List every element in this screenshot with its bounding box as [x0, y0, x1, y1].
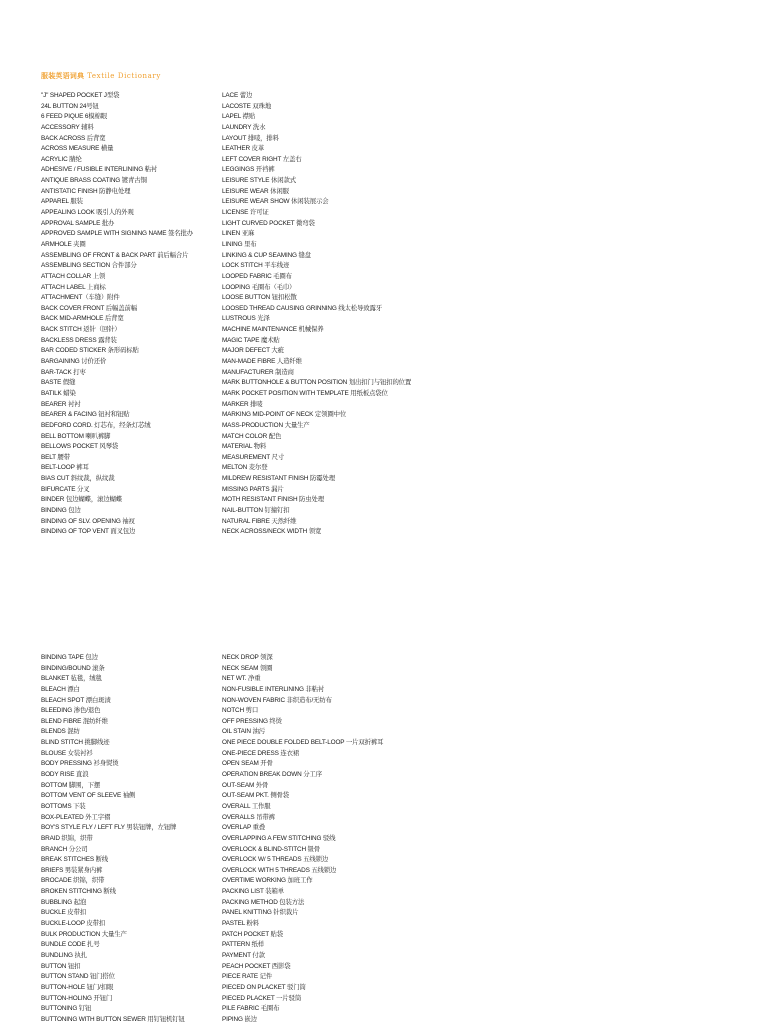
glossary-entry: BOTTOM VENT OF SLEEVE 袖侧	[41, 792, 136, 800]
glossary-entry: BUTTONING 钉钮	[41, 1005, 92, 1013]
glossary-entry: BROKEN STITCHING 断线	[41, 888, 116, 896]
glossary-entry: BELL BOTTOM 喇叭裤脚	[41, 432, 111, 440]
glossary-entry: BLEND FIBRE 混纺纤维	[41, 717, 108, 725]
glossary-entry: ANTISTATIC FINISH 防静电处理	[41, 187, 131, 195]
glossary-entry: NATURAL FIBRE 天然纤维	[222, 517, 297, 525]
glossary-entry: BUTTON STAND 钮门搭位	[41, 973, 115, 981]
glossary-entry: BACK MID-ARMHOLE 后背宽	[41, 315, 124, 323]
glossary-entry: BOX-PLEATED 外工字褶	[41, 813, 111, 821]
glossary-entry: PASTEL 粉料	[222, 920, 260, 928]
glossary-entry: LEISURE STYLE 休闲款式	[222, 177, 297, 185]
glossary-entry: PIECE RATE 记件	[222, 973, 273, 981]
glossary-entry: PATCH POCKET 贴袋	[222, 930, 283, 938]
glossary-entry: MARK POCKET POSITION WITH TEMPLATE 用纸板点袋位	[222, 389, 388, 397]
glossary-entry: OPEN SEAM 开骨	[222, 760, 273, 768]
glossary-entry: MARKER 排唛	[222, 400, 263, 408]
glossary-entry: LEATHER 皮革	[222, 145, 265, 153]
glossary-entry: LEISURE WEAR 休闲服	[222, 187, 289, 195]
glossary-entry: BUTTON 钮扣	[41, 962, 81, 970]
page-title-english: Textile Dictionary	[87, 72, 161, 80]
glossary-entry: BEARER & FACING 钮衬和钮贴	[41, 411, 130, 419]
glossary-entry: MILDREW RESISTANT FINISH 防霉处理	[222, 475, 335, 483]
glossary-entry: BLEEDING 渗色/退色	[41, 707, 101, 715]
glossary-entry: MISSING PARTS 漏片	[222, 485, 284, 493]
glossary-entry: BATILK 蜡染	[41, 389, 76, 397]
glossary-entry: PIECED PLACKET 一片驳筒	[222, 994, 302, 1002]
page-title-chinese: 服装英语词典	[41, 73, 85, 80]
glossary-entry: APPROVED SAMPLE WITH SIGNING NAME 签名批办	[41, 230, 193, 238]
glossary-entry: MAGIC TAPE 魔术贴	[222, 336, 280, 344]
glossary-entry: NET WT. 净重	[222, 675, 261, 683]
glossary-entry: BUTTON-HOLING 开钮门	[41, 994, 113, 1002]
glossary-entry: LINING 里布	[222, 240, 257, 248]
glossary-entry: BULK PRODUCTION 大量生产	[41, 930, 127, 938]
glossary-entry: BOY'S STYLE FLY / LEFT FLY 男装钮牌，左钮牌	[41, 824, 177, 832]
glossary-entry: OIL STAIN 油污	[222, 728, 265, 736]
glossary-entry: ANTIQUE BRASS COATING 镀青古铜	[41, 177, 147, 185]
glossary-entry: PIECED ON PLACKET 驳门筒	[222, 983, 306, 991]
glossary-entry: LOOPING 毛圈布（毛巾）	[222, 283, 296, 291]
glossary-entry: BUBBLING 起泡	[41, 898, 87, 906]
glossary-entry: ASSEMBLING OF FRONT & BACK PART 前后幅合片	[41, 251, 189, 259]
glossary-block1-right-column	[222, 91, 412, 538]
glossary-entry: PEACH POCKET 西影袋	[222, 962, 291, 970]
glossary-entry: BREAK STITCHES 断线	[41, 856, 109, 864]
glossary-entry: BRAID 织锦，织带	[41, 834, 93, 842]
glossary-entry: BELT-LOOP 裤耳	[41, 464, 89, 472]
glossary-entry: LINEN 亚麻	[222, 230, 255, 238]
glossary-entry: BINDING OF TOP VENT 面叉包边	[41, 528, 136, 536]
glossary-entry: BLEACH 漂白	[41, 685, 80, 693]
glossary-entry: BARGAINING 讨价还价	[41, 358, 107, 366]
glossary-entry: NON-FUSIBLE INTERLINING 非粘衬	[222, 685, 325, 693]
glossary-entry: NON-WOVEN FABRIC 非织造布/无纺布	[222, 696, 332, 704]
glossary-entry: LOOSE BUTTON 钮扣松散	[222, 294, 297, 302]
glossary-entry: PAYMENT 付款	[222, 951, 265, 959]
glossary-entry: BLENDS 混纺	[41, 728, 80, 736]
glossary-entry: BOTTOM 脚围，下摆	[41, 781, 101, 789]
glossary-entry: BUNDLE CODE 扎号	[41, 941, 100, 949]
glossary-entry: BLANKET 毡毯，绒毯	[41, 675, 102, 683]
glossary-entry: MATCH COLOR 配色	[222, 432, 282, 440]
glossary-entry: LIGHT CURVED POCKET 微弯袋	[222, 219, 315, 227]
glossary-entry: MASS-PRODUCTION 大量生产	[222, 421, 310, 429]
glossary-block2-right-column	[222, 653, 412, 1025]
glossary-entry: LEFT COVER RIGHT 左盖右	[222, 155, 302, 163]
glossary-entry: MANUFACTURER 制造商	[222, 368, 294, 376]
glossary-entry: LINKING & CUP SEAMING 缝盘	[222, 251, 311, 259]
glossary-entry: 24L BUTTON 24号钮	[41, 102, 99, 110]
glossary-entry: PANEL KNITTING 针织裁片	[222, 909, 299, 917]
glossary-entry: BELT 腰带	[41, 453, 70, 461]
glossary-entry: ACROSS MEASURE 横量	[41, 145, 114, 153]
glossary-entry: MELTON 麦尔登	[222, 464, 268, 472]
glossary-entry: BACK COVER FRONT 后幅盖前幅	[41, 304, 138, 312]
glossary-entry: LACE 蕾边	[222, 92, 253, 99]
glossary-entry: PIPING 嵌边	[222, 1015, 257, 1023]
glossary-entry: BACKLESS DRESS 露背装	[41, 336, 117, 344]
glossary-entry: OVERLOCK & BLIND-STITCH 钑骨	[222, 845, 321, 853]
glossary-entry: MACHINE MAINTENANCE 机械保养	[222, 326, 324, 334]
glossary-block1-left-column	[41, 91, 211, 538]
glossary-entry: MEASUREMENT 尺寸	[222, 453, 285, 461]
glossary-entry: MATERIAL 物料	[222, 443, 267, 451]
glossary-entry: BUNDLING 执扎	[41, 951, 87, 959]
glossary-entry: BRIEFS 男装紧身内裤	[41, 866, 103, 874]
glossary-entry: BEARER 衬衬	[41, 400, 81, 408]
glossary-entry: ATTACH LABEL 上商标	[41, 283, 106, 291]
glossary-entry: OPERATION BREAK DOWN 分工序	[222, 771, 322, 779]
glossary-entry: BINDING 包边	[41, 506, 81, 514]
glossary-entry: BOTTOMS 下装	[41, 802, 86, 810]
glossary-entry: OVERTIME WORKING 加班工作	[222, 877, 313, 885]
glossary-entry: ARMHOLE 夹圈	[41, 240, 86, 248]
glossary-entry: BINDING OF SLV. OPENING 袖衩	[41, 517, 135, 525]
glossary-entry: BAR-TACK 打枣	[41, 368, 86, 376]
glossary-entry: BAR CODED STICKER 条形码标贴	[41, 347, 139, 355]
glossary-entry: NECK SEAM 领圈	[222, 664, 273, 672]
glossary-entry: OVERALL 工作服	[222, 802, 271, 810]
glossary-entry: OFF PRESSING 终烫	[222, 717, 282, 725]
glossary-entry: BLOUSE 女装衬衫	[41, 749, 93, 757]
glossary-entry: APPROVAL SAMPLE 批办	[41, 219, 115, 227]
glossary-entry: BODY PRESSING 衫身熨烫	[41, 760, 119, 768]
glossary-entry: BINDING/BOUND 滚条	[41, 664, 105, 672]
glossary-entry: BODY RISE 直浪	[41, 771, 89, 779]
glossary-entry: LOOPED FABRIC 毛圈布	[222, 272, 292, 280]
glossary-entry: LACOSTE 双珠地	[222, 102, 272, 110]
glossary-entry: ONE PIECE DOUBLE FOLDED BELT-LOOP 一片双折裤耳	[222, 739, 384, 747]
glossary-entry: BROCADE 织锦，织带	[41, 877, 105, 885]
glossary-entry: BACK STITCH 返针（回针）	[41, 326, 121, 334]
glossary-entry: "J" SHAPED POCKET J型袋	[41, 92, 120, 99]
glossary-entry: PILE FABRIC 毛圈布	[222, 1005, 280, 1013]
glossary-entry: ACRYLIC 腈纶	[41, 155, 82, 163]
glossary-entry: MOTH RESISTANT FINISH 防虫处理	[222, 496, 325, 504]
glossary-entry: OVERLOCK WITH 5 THREADS 五线锁边	[222, 866, 337, 874]
glossary-entry: NECK ACROSS/NECK WIDTH 领宽	[222, 528, 322, 536]
glossary-entry: ONE-PIECE DRESS 连衣裙	[222, 749, 300, 757]
glossary-entry: BUTTON-HOLE 钮门/扣眼	[41, 983, 114, 991]
glossary-entry: LAYOUT 排唛，排料	[222, 134, 279, 142]
glossary-entry: OUT-SEAM PKT. 侧骨袋	[222, 792, 290, 800]
glossary-entry: BINDER 包边蝴蝶，滚边蝴蝶	[41, 496, 123, 504]
glossary-entry: BACK ACROSS 后背宽	[41, 134, 106, 142]
glossary-entry: PACKING LIST 装箱单	[222, 888, 284, 896]
glossary-entry: ADHESIVE / FUSIBLE INTERLINING 粘衬	[41, 166, 158, 174]
glossary-block2-left-column	[41, 653, 211, 1025]
glossary-entry: BELLOWS POCKET 风琴袋	[41, 443, 119, 451]
glossary-entry: BEDFORD CORD. 灯芯布，经条灯芯绒	[41, 421, 151, 429]
glossary-entry: LICENSE 许可证	[222, 209, 269, 217]
glossary-entry: BLIND STITCH 挑脚线迹	[41, 739, 110, 747]
glossary-entry: MAJOR DEFECT 大疵	[222, 347, 284, 355]
glossary-entry: PACKING METHOD 包装方法	[222, 898, 305, 906]
glossary-entry: BINDING TAPE 包边	[41, 654, 98, 661]
glossary-entry: BASTE 假缝	[41, 379, 76, 387]
glossary-entry: ATTACH COLLAR 上领	[41, 272, 106, 280]
glossary-entry: BRANCH 分公司	[41, 845, 88, 853]
glossary-entry: ATTACHMENT（车缝）附件	[41, 294, 120, 302]
glossary-entry: ACCESSORY 辅料	[41, 123, 94, 131]
glossary-entry: OVERALLS 吊带裤	[222, 813, 275, 821]
glossary-entry: OVERLOCK W/ 5 THREADS 五线锁边	[222, 856, 329, 864]
glossary-entry: LEGGINGS 开裆裤	[222, 166, 275, 174]
glossary-entry: OVERLAPPING A FEW STITCHING 驳线	[222, 834, 336, 842]
glossary-entry: PATTERN 纸样	[222, 941, 264, 949]
glossary-entry: OVERLAP 重叠	[222, 824, 266, 832]
glossary-entry: BIAS CUT 斜纹裁，纵纹裁	[41, 475, 115, 483]
glossary-entry: NAIL-BUTTON 钉撞钉扣	[222, 506, 290, 514]
glossary-entry: MAN-MADE FIBRE 人造纤维	[222, 358, 302, 366]
glossary-entry: MARKING MID-POINT OF NECK 定领圈中位	[222, 411, 347, 419]
glossary-entry: MARK BUTTONHOLE & BUTTON POSITION 划出扣门与钮扣的位置	[222, 379, 412, 387]
glossary-entry: BUCKLE-LOOP 皮带扣	[41, 920, 106, 928]
glossary-entry: OUT-SEAM 外骨	[222, 781, 269, 789]
glossary-entry: ASSEMBLING SECTION 合件部分	[41, 262, 137, 270]
page-title	[41, 71, 161, 81]
glossary-entry: LAPEL 襟贴	[222, 113, 256, 121]
glossary-entry: LEISURE WEAR SHOW 休闲装展示会	[222, 198, 329, 206]
glossary-entry: NECK DROP 领深	[222, 654, 273, 661]
glossary-entry: APPEALING LOOK 吸引人的外观	[41, 209, 134, 217]
glossary-entry: BIFURCATE 分叉	[41, 485, 90, 493]
glossary-entry: NOTCH 剪口	[222, 707, 259, 715]
glossary-entry: LAUNDRY 洗水	[222, 123, 266, 131]
glossary-entry: BUCKLE 皮带扣	[41, 909, 87, 917]
glossary-entry: 6 FEED PIQUE 6模棉眼	[41, 113, 107, 121]
glossary-entry: BUTTONING WITH BUTTON SEWER 用钉钮机钉钮	[41, 1015, 185, 1023]
glossary-entry: LOCK STITCH 平车线迹	[222, 262, 290, 270]
glossary-entry: LUSTROUS 光泽	[222, 315, 270, 323]
glossary-entry: APPAREL 服装	[41, 198, 83, 206]
glossary-entry: BLEACH SPOT 漂白斑渍	[41, 696, 111, 704]
glossary-entry: LOOSED THREAD CAUSING GRINNING 线太松导致露牙	[222, 304, 383, 312]
